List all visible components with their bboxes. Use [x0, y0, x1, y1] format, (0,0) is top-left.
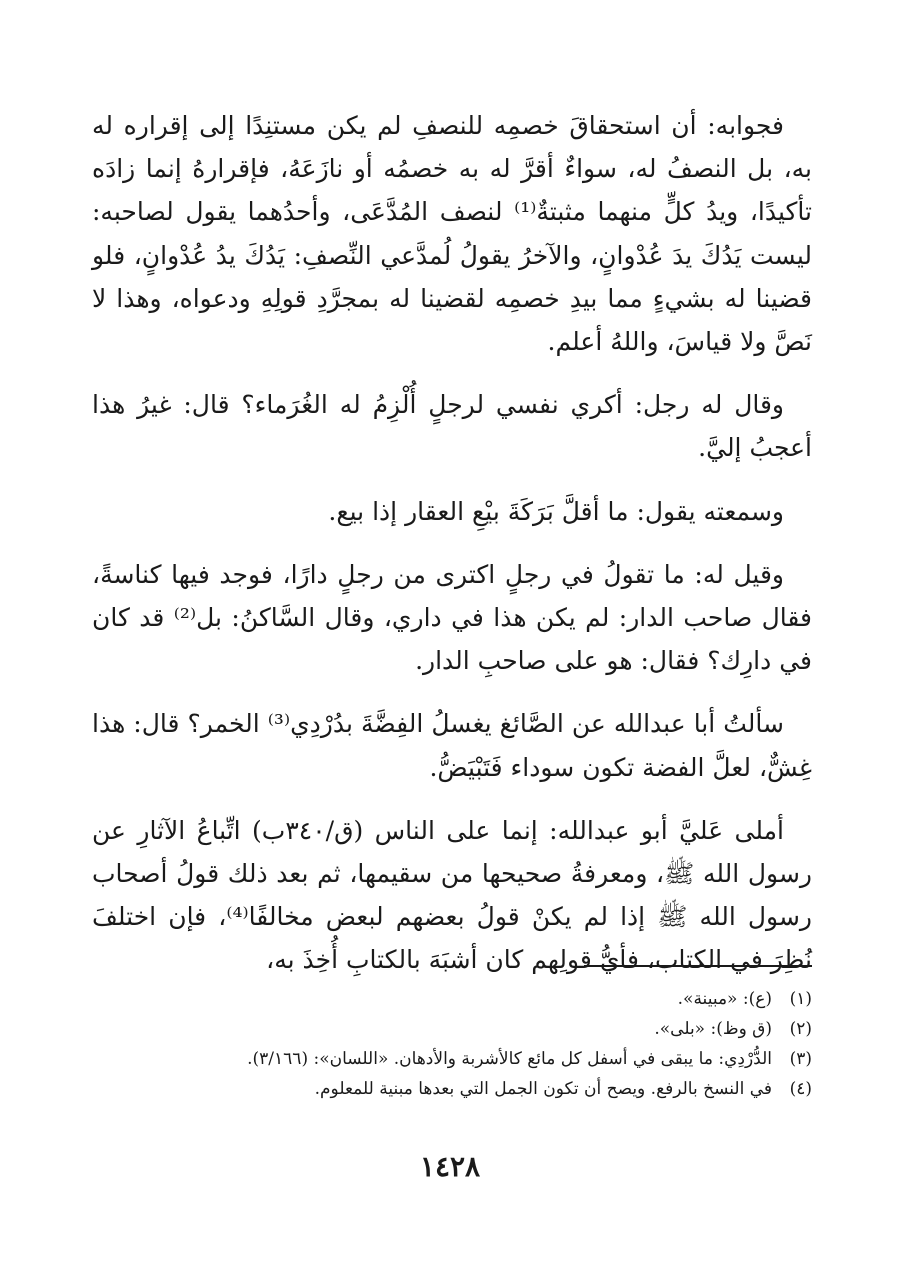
footnote-number: (١) — [789, 989, 812, 1009]
footnote-2 — [92, 1014, 812, 1044]
paragraph-6: أملى عَليَّ أبو عبدالله: إنما على الناس (ق/٣٤٠ب) اتِّباعُ الآثارِ عن رسول الله ﷺ، ومعرفةُ صحيحها من سقيمها، ثم بعد ذلك قولُ أصحاب رسول الله ﷺ إذا لم يكنْ قولُ بعضهم لبعض مخالفًا⁽⁴⁾، فإن اختلفَ نُظِرَ في الكتاب، فأيُّ قولِهم كان أشبَهَ بالكتابِ أُخِذَ به، — [92, 815, 812, 975]
footnotes — [92, 984, 812, 1104]
paragraph-3: وسمعته يقول: ما أقلَّ بَرَكَةَ بيْعِ العقار إذا بيع. — [328, 496, 784, 526]
footnote-4 — [92, 1074, 812, 1104]
footnote-1 — [92, 984, 812, 1014]
page-number: ١٤٢٨ — [419, 1150, 481, 1183]
paragraph-1: فجوابه: أن استحقاقَ خصمِه للنصفِ لم يكن مستنِدًا إلى إقراره له به، بل النصفُ له، سواءٌ أقرَّ له به خصمُه أو نازَعَهُ، فإقرارهُ إنما زادَه تأكيدًا، ويدُ كلٍّ منهما مثبتةٌ⁽¹⁾ لنصف المُدَّعَى، وأحدُهما يقول لصاحبه: ليست يَدُكَ يدَ عُدْوانٍ، والآخرُ يقولُ لُمدَّعي النِّصفِ: يَدُكَ يدُ عُدْوانٍ، فلو قضينا له بشيءٍ مما بيدِ خصمِه لقضينا له بمجرَّدِ قولِهِ ودعواه، وهذا لا نَصَّ ولا قياسَ، واللهُ أعلم. — [92, 111, 813, 357]
footnote-3 — [92, 1044, 812, 1074]
footnote-text: الدُّرْدِي: ما يبقى في أسفل كل مائع كالأشربة والأدهان. «اللسان»: (٣/١٦٦). — [247, 1049, 772, 1069]
main-text — [92, 104, 812, 1002]
footnote-separator — [584, 965, 812, 967]
paragraph-5: سألتُ أبا عبدالله عن الصَّائغ يغسلُ الفِضَّةَ بدُرْدِي⁽³⁾ الخمر؟ قال: هذا غِشٌّ، لعلَّ الفضة تكون سوداء فَتَبْيَضُّ. — [92, 709, 812, 782]
paragraph-4: وقيل له: ما تقولُ في رجلٍ اكترى من رجلٍ دارًا، فوجد فيها كناسةً، فقال صاحب الدار: لم يكن هذا في داري، وقال السَّاكنُ: بل⁽²⁾ قد كان في دارِك؟ فقال: هو على صاحبِ الدار. — [92, 559, 812, 676]
footnote-text: (ع): «مبينة». — [677, 989, 772, 1009]
footnote-number: (٣) — [789, 1049, 812, 1069]
footnote-text: (ق وظ): «بلى». — [654, 1019, 772, 1039]
footnote-number: (٤) — [789, 1079, 812, 1099]
paragraph-2: وقال له رجل: أكري نفسي لرجلٍ أُلْزِمُ له الغُرَماء؟ قال: غيرُ هذا أعجبُ إليَّ. — [92, 390, 812, 463]
footnote-text: في النسخ بالرفع. ويصح أن تكون الجمل التي بعدها مبنية للمعلوم. — [314, 1079, 772, 1099]
footnote-number: (٢) — [789, 1019, 812, 1039]
